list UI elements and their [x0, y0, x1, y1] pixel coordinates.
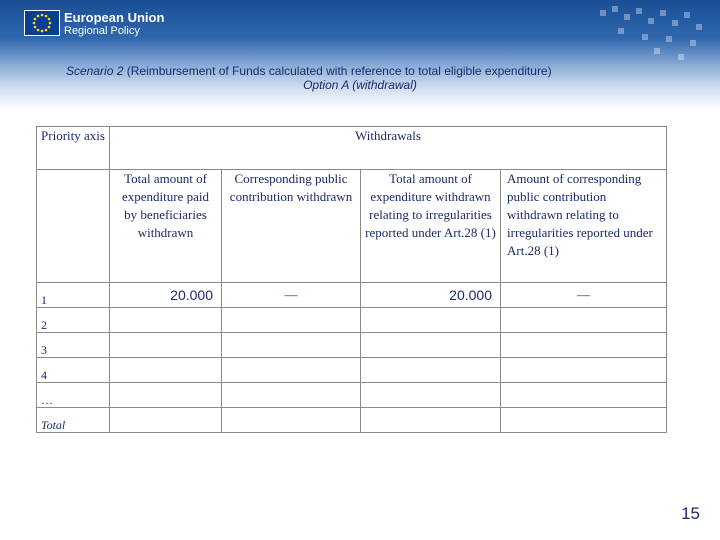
table-cell	[361, 308, 501, 333]
page-number: 15	[681, 504, 700, 523]
table-cell	[361, 383, 501, 408]
table-cell	[110, 408, 222, 433]
priority-axis-header: Priority axis	[37, 127, 110, 170]
axis-cell: 3	[37, 333, 110, 358]
table-cell	[222, 308, 361, 333]
table-cell	[361, 333, 501, 358]
scenario-line-1	[60, 64, 660, 78]
table-cell	[222, 383, 361, 408]
eu-flag-icon	[24, 10, 60, 36]
table-cell: —	[501, 283, 667, 308]
axis-cell: 1	[37, 283, 110, 308]
table-cell	[222, 358, 361, 383]
withdrawals-table	[36, 126, 667, 433]
table-row	[37, 408, 667, 433]
brand-title: European Union	[64, 10, 165, 25]
scenario-description: (Reimbursement of Funds calculated with reference to total eligible expenditure)	[126, 64, 552, 78]
axis-cell: …	[37, 383, 110, 408]
table-cell	[501, 383, 667, 408]
table-row	[37, 283, 667, 308]
table-cell	[501, 308, 667, 333]
scenario-option: Option A (withdrawal)	[303, 78, 417, 92]
table-row	[37, 333, 667, 358]
table-cell	[501, 408, 667, 433]
table-cell	[110, 308, 222, 333]
axis-cell: 4	[37, 358, 110, 383]
table-cell	[222, 333, 361, 358]
table-cell	[110, 333, 222, 358]
table-row	[37, 308, 667, 333]
header-banner	[0, 0, 720, 110]
table-cell	[361, 408, 501, 433]
column-header: Corresponding public contribution withdrawn	[222, 170, 361, 283]
column-header: Total amount of expenditure withdrawn relating to irregularities reported under Art.28 (1)	[361, 170, 501, 283]
table-row	[37, 358, 667, 383]
scenario-heading	[60, 64, 660, 92]
axis-cell: 2	[37, 308, 110, 333]
withdrawals-header: Withdrawals	[110, 127, 667, 170]
scenario-label: Scenario 2	[66, 64, 124, 78]
table-cell	[501, 333, 667, 358]
table-cell	[110, 383, 222, 408]
table-cell	[361, 358, 501, 383]
table-header-row	[37, 127, 667, 170]
table-row	[37, 383, 667, 408]
table-cell: 20.000	[361, 283, 501, 308]
table-cell: —	[222, 283, 361, 308]
table-cell: 20.000	[110, 283, 222, 308]
brand-block	[64, 10, 164, 38]
table-cell	[222, 408, 361, 433]
table-cell	[110, 358, 222, 383]
column-header-row	[37, 170, 667, 283]
column-header: Total amount of expenditure paid by beneficiaries withdrawn	[110, 170, 222, 283]
axis-cell-total: Total	[37, 408, 110, 433]
table-cell	[501, 358, 667, 383]
empty-header-cell	[37, 170, 110, 283]
brand-subtitle: Regional Policy	[64, 25, 140, 37]
column-header: Amount of corresponding public contribution withdrawn relating to irregularities reported under Art.28 (1)	[501, 170, 667, 283]
